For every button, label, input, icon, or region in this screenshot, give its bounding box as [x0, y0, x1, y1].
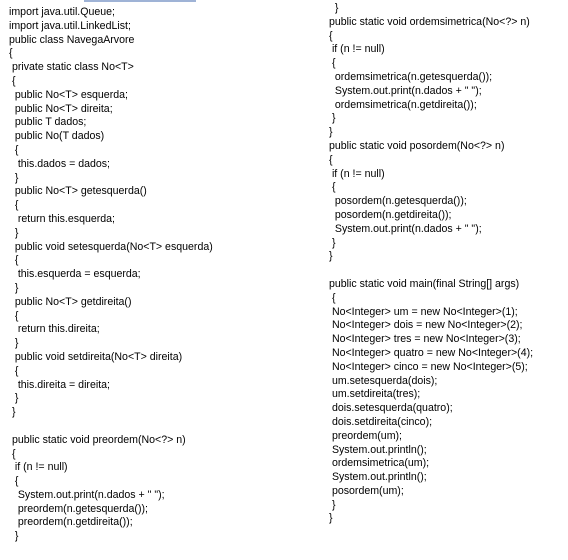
- right-code-line: posordem(um);: [329, 484, 404, 497]
- left-code-line: {: [9, 254, 19, 267]
- right-code-line: dois.setesquerda(quatro);: [329, 402, 453, 415]
- left-code-line: {: [9, 309, 19, 322]
- right-code-line: No<Integer> quatro = new No<Integer>(4);: [329, 346, 534, 359]
- right-code-line: public static void posordem(No<?> n): [329, 139, 505, 152]
- left-code-line: return this.esquerda;: [9, 212, 115, 225]
- left-code-line: preordem(n.getesquerda());: [9, 502, 148, 515]
- right-code-line: System.out.println();: [329, 443, 427, 456]
- right-code-line: [329, 264, 533, 278]
- right-code-line: {: [329, 57, 336, 70]
- right-code-line: }: [329, 2, 339, 14]
- left-code-line: public class NavegaArvore: [9, 33, 135, 46]
- left-code-line: public No<T> getesquerda(): [9, 185, 147, 198]
- right-code-line: dois.setdireita(cinco);: [329, 415, 433, 428]
- right-code-line: ordemsimetrica(n.getdireita());: [329, 98, 477, 111]
- right-code-line: {: [329, 153, 333, 166]
- left-code-line: }: [9, 337, 19, 350]
- left-code-line: {: [9, 199, 19, 212]
- left-code-line: {: [9, 47, 13, 60]
- left-code-line: this.dados = dados;: [9, 157, 111, 170]
- left-code-line: public void setesquerda(No<T> esquerda): [9, 240, 213, 253]
- left-code-line: private static class No<T>: [9, 61, 134, 74]
- right-code-line: No<Integer> um = new No<Integer>(1);: [329, 305, 518, 318]
- left-code-line: public T dados;: [9, 116, 87, 129]
- left-code-line: public No<T> esquerda;: [9, 88, 128, 101]
- right-code-line: posordem(n.getdireita());: [329, 208, 452, 221]
- left-code-line: }: [9, 281, 19, 294]
- left-code-line: {: [9, 364, 19, 377]
- left-code-line: public No<T> direita;: [9, 102, 113, 115]
- left-code-line: public void setdireita(No<T> direita): [9, 350, 183, 363]
- left-code-line: preordem(n.getdireita());: [9, 516, 133, 529]
- left-code-line: {: [9, 447, 16, 460]
- left-code-line: this.direita = direita;: [9, 378, 110, 391]
- left-code-line: }: [9, 530, 19, 543]
- left-code-line: this.esquerda = esquerda;: [9, 268, 141, 281]
- right-code-line: System.out.print(n.dados + " ");: [329, 222, 482, 235]
- right-code-line: }: [329, 126, 333, 139]
- left-code-line: }: [9, 171, 19, 184]
- right-code-line: }: [329, 250, 333, 263]
- left-code-line: if (n != null): [9, 461, 68, 474]
- right-code-line: }: [329, 498, 336, 511]
- right-code-line: public static void ordemsimetrica(No<?> n): [329, 15, 530, 28]
- right-code-line: {: [329, 181, 336, 194]
- right-code-line: ordemsimetrica(n.getesquerda());: [329, 70, 493, 83]
- right-code-line: System.out.print(n.dados + " ");: [329, 84, 482, 97]
- right-code-line: ordemsimetrica(um);: [329, 457, 430, 470]
- right-code-line: }: [329, 512, 333, 525]
- right-code-line: posordem(n.getesquerda());: [329, 195, 467, 208]
- right-code-line: }: [329, 112, 336, 125]
- right-code-line: um.setdireita(tres);: [329, 388, 421, 401]
- right-code-line: No<Integer> cinco = new No<Integer>(5);: [329, 360, 528, 373]
- left-code-line: import java.util.Queue;: [9, 6, 115, 18]
- right-code-line: System.out.println();: [329, 471, 427, 484]
- left-code-line: public No(T dados): [9, 130, 105, 143]
- right-code-line: {: [329, 29, 333, 42]
- right-code-line: if (n != null): [329, 167, 385, 180]
- right-code-line: }: [329, 236, 336, 249]
- left-code-line: System.out.print(n.dados + " ");: [9, 488, 165, 501]
- top-divider: [84, 0, 196, 2]
- right-code-line: preordem(um);: [329, 429, 402, 442]
- code-column-right: [329, 2, 533, 526]
- right-code-line: public static void main(final String[] args): [329, 277, 520, 290]
- right-code-line: No<Integer> tres = new No<Integer>(3);: [329, 333, 521, 346]
- left-code-line: public static void preordem(No<?> n): [9, 433, 186, 446]
- left-code-line: {: [9, 143, 19, 156]
- left-code-line: {: [9, 74, 16, 87]
- left-code-line: return this.direita;: [9, 323, 100, 336]
- code-column-left: [9, 6, 213, 544]
- left-code-line: }: [9, 392, 19, 405]
- left-code-line: }: [9, 226, 19, 239]
- right-code-line: if (n != null): [329, 43, 385, 56]
- left-code-line: [9, 420, 213, 434]
- right-code-line: No<Integer> dois = new No<Integer>(2);: [329, 319, 523, 332]
- left-code-line: import java.util.LinkedList;: [9, 19, 131, 32]
- left-code-line: {: [9, 475, 19, 488]
- right-code-line: {: [329, 291, 336, 304]
- left-code-line: public No<T> getdireita(): [9, 295, 132, 308]
- left-code-line: }: [9, 406, 16, 419]
- right-code-line: um.setesquerda(dois);: [329, 374, 438, 387]
